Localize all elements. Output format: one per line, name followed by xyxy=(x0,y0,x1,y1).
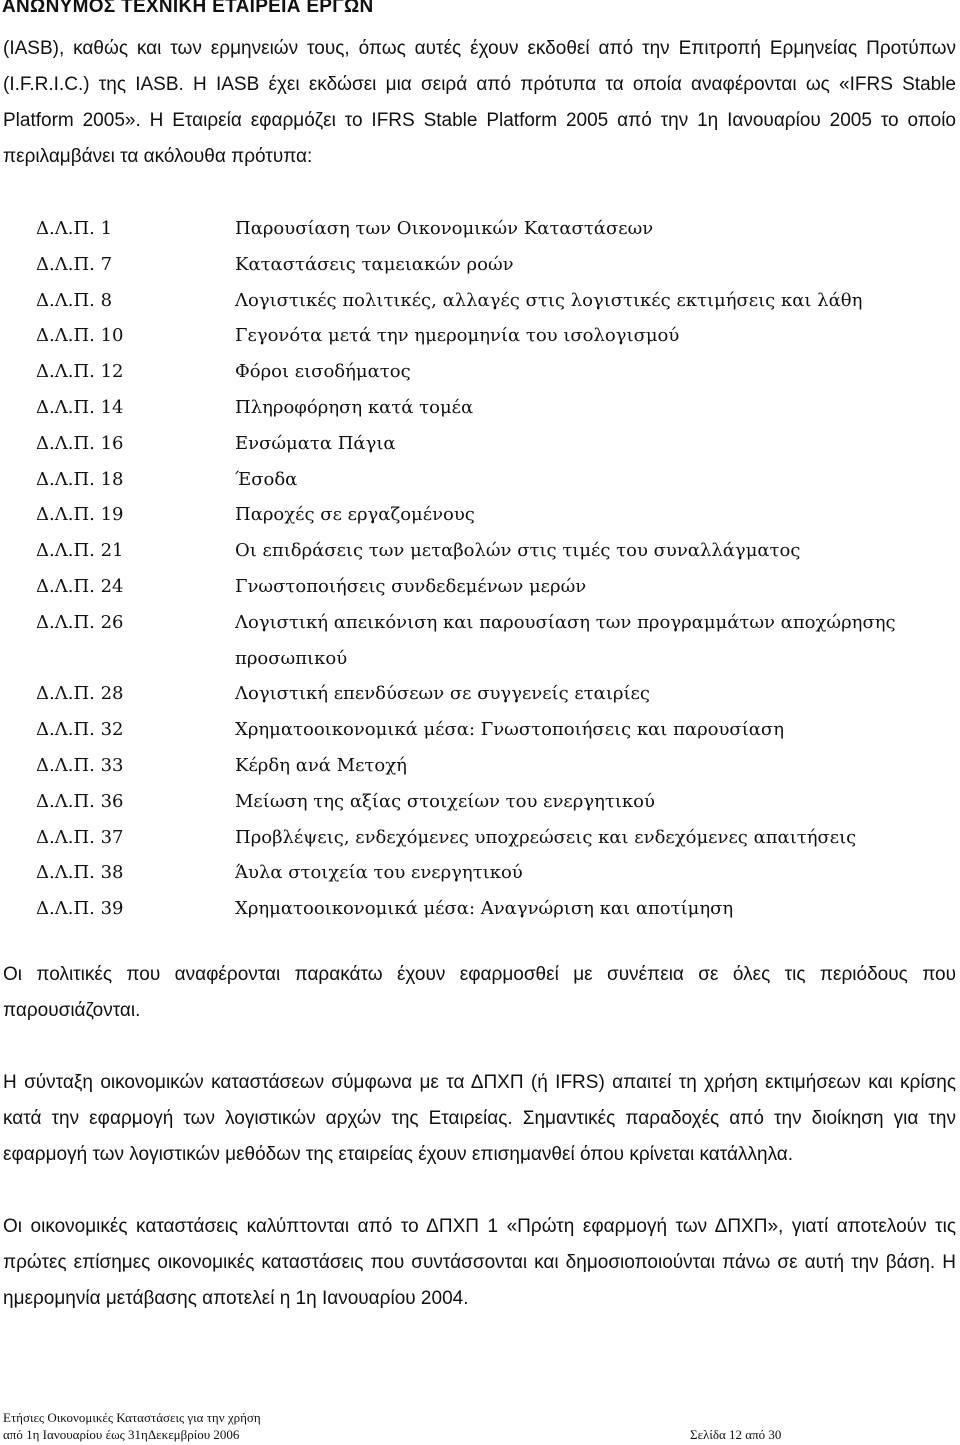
standard-title: Παρουσίαση των Οικονομικών Καταστάσεων xyxy=(235,218,654,239)
standard-title: Οι επιδράσεις των μεταβολών στις τιμές του συναλλάγματος xyxy=(235,540,801,562)
standard-title: Λογιστική επενδύσεων σε συγγενείς εταιρίες xyxy=(235,683,650,705)
company-title: ΑΝΩΝΥΜΟΣ ΤΕΧΝΙΚΗ ΕΤΑΙΡΕΙΑ ΕΡΓΩΝ xyxy=(2,0,374,17)
standard-title: Έσοδα xyxy=(235,468,298,490)
standard-row xyxy=(36,855,926,891)
standard-code: Δ.Λ.Π. 24 xyxy=(36,575,124,597)
standard-title: Καταστάσεις ταμειακών ροών xyxy=(235,253,514,275)
standard-code: Δ.Λ.Π. 12 xyxy=(36,361,124,383)
standard-row xyxy=(36,497,926,533)
standard-code: Δ.Λ.Π. 26 xyxy=(36,611,124,633)
standard-code: Δ.Λ.Π. 39 xyxy=(36,898,124,920)
standard-row xyxy=(36,676,926,712)
standard-row xyxy=(36,784,926,820)
standard-title: Χρηματοοικονομικά μέσα: Αναγνώριση και αποτίμηση xyxy=(235,898,734,920)
standard-title: Λογιστική απεικόνιση και παρουσίαση των προγραμμάτων αποχώρησης προσωπικού xyxy=(235,611,896,669)
standard-row xyxy=(36,247,926,283)
standard-code: Δ.Λ.Π. 8 xyxy=(36,289,113,311)
standard-title: Χρηματοοικονομικά μέσα: Γνωστοποιήσεις και παρουσίαση xyxy=(235,719,784,741)
standard-code: Δ.Λ.Π. 21 xyxy=(36,540,124,562)
standard-title: Φόροι εισοδήματος xyxy=(235,361,411,383)
standard-row xyxy=(36,354,926,390)
standard-row xyxy=(36,569,926,605)
estimates-paragraph: Η σύνταξη οικονομικών καταστάσεων σύμφωνα με τα ΔΠΧΠ (ή IFRS) απαιτεί τη χρήση εκτιμήσεων και κρίσης κατά την εφαρμογή των λογιστικών αρχών της Εταιρείας. Σημαντικές παραδοχές από την διοίκηση για την εφαρμογή των λογιστικών μεθόδων της εταιρείας έχουν επισημανθεί όπου κρίνεται κατάλληλα. xyxy=(3,1072,956,1165)
standard-code: Δ.Λ.Π. 18 xyxy=(36,468,124,490)
standard-code: Δ.Λ.Π. 19 xyxy=(36,504,124,526)
standard-row xyxy=(36,820,926,856)
standard-title: Πληροφόρηση κατά τομέα xyxy=(235,396,474,418)
standard-code: Δ.Λ.Π. 36 xyxy=(36,790,124,812)
standard-row xyxy=(36,462,926,498)
standard-row xyxy=(36,533,926,569)
footer-report-info xyxy=(3,1409,261,1443)
standard-code: Δ.Λ.Π. 14 xyxy=(36,396,124,418)
page-number: Σελίδα 12 από 30 xyxy=(690,1427,782,1442)
footer-line-2: από 1η Ιανουαρίου έως 31ηΔεκεμβρίου 2006 xyxy=(3,1427,240,1442)
standard-title: Παροχές σε εργαζομένους xyxy=(235,504,475,526)
standard-row xyxy=(36,891,926,927)
standard-title: Λογιστικές πολιτικές, αλλαγές στις λογιστικές εκτιμήσεις και λάθη xyxy=(235,289,863,311)
standard-row xyxy=(36,605,926,677)
standard-row xyxy=(36,390,926,426)
standard-code: Δ.Λ.Π. 33 xyxy=(36,754,124,776)
standard-row xyxy=(36,283,926,319)
standard-row xyxy=(36,748,926,784)
standard-code: Δ.Λ.Π. 10 xyxy=(36,325,124,347)
standard-title: Γνωστοποιήσεις συνδεδεμένων μερών xyxy=(235,575,587,597)
standard-code: Δ.Λ.Π. 38 xyxy=(36,862,124,884)
policies-paragraph: Οι πολιτικές που αναφέρονται παρακάτω έχουν εφαρμοσθεί με συνέπεια σε όλες τις περιόδους που παρουσιάζονται. xyxy=(3,964,956,1021)
standard-title: Ενσώματα Πάγια xyxy=(235,432,396,454)
standard-title: Μείωση της αξίας στοιχείων του ενεργητικού xyxy=(235,790,655,812)
standard-code: Δ.Λ.Π. 28 xyxy=(36,683,124,705)
first-adoption-paragraph: Οι οικονομικές καταστάσεις καλύπτονται από το ΔΠΧΠ 1 «Πρώτη εφαρμογή των ΔΠΧΠ», γιατί αποτελούν τις πρώτες επίσημες οικονομικές καταστάσεις που συντάσσονται και δημοσιοποιούνται πάνω σε αυτή την βάση. Η ημερομηνία μετάβασης αποτελεί η 1η Ιανουαρίου 2004. xyxy=(3,1216,956,1309)
standard-code: Δ.Λ.Π. 7 xyxy=(36,253,113,275)
standard-title: Γεγονότα μετά την ημερομηνία του ισολογισμού xyxy=(235,325,680,347)
standard-title: Άυλα στοιχεία του ενεργητικού xyxy=(235,862,523,884)
standard-code: Δ.Λ.Π. 16 xyxy=(36,432,124,454)
standard-row xyxy=(36,712,926,748)
standard-row xyxy=(36,211,926,247)
intro-paragraph: (IASB), καθώς και των ερμηνειών τους, όπως αυτές έχουν εκδοθεί από την Επιτροπή Ερμηνείας Προτύπων (I.F.R.I.C.) της IASB. Η IASB έχει εκδώσει μια σειρά από πρότυπα τα οποία αναφέρονται ως «IFRS Stable Platform 2005». Η Εταιρεία εφαρμόζει το IFRS Stable Platform 2005 από την 1η Ιανουαρίου 2005 το οποίο περιλαμβάνει τα ακόλουθα πρότυπα: xyxy=(3,38,956,167)
standard-row xyxy=(36,318,926,354)
footer-line-1: Ετήσιες Οικονομικές Καταστάσεις για την χρήση xyxy=(3,1410,261,1425)
standard-code: Δ.Λ.Π. 32 xyxy=(36,719,124,741)
standards-list xyxy=(36,211,926,927)
standard-title: Κέρδη ανά Μετοχή xyxy=(235,754,407,776)
standard-row xyxy=(36,426,926,462)
standard-code: Δ.Λ.Π. 1 xyxy=(36,218,113,239)
standard-title: Προβλέψεις, ενδεχόμενες υποχρεώσεις και ενδεχόμενες απαιτήσεις xyxy=(235,826,857,848)
standard-code: Δ.Λ.Π. 37 xyxy=(36,826,124,848)
